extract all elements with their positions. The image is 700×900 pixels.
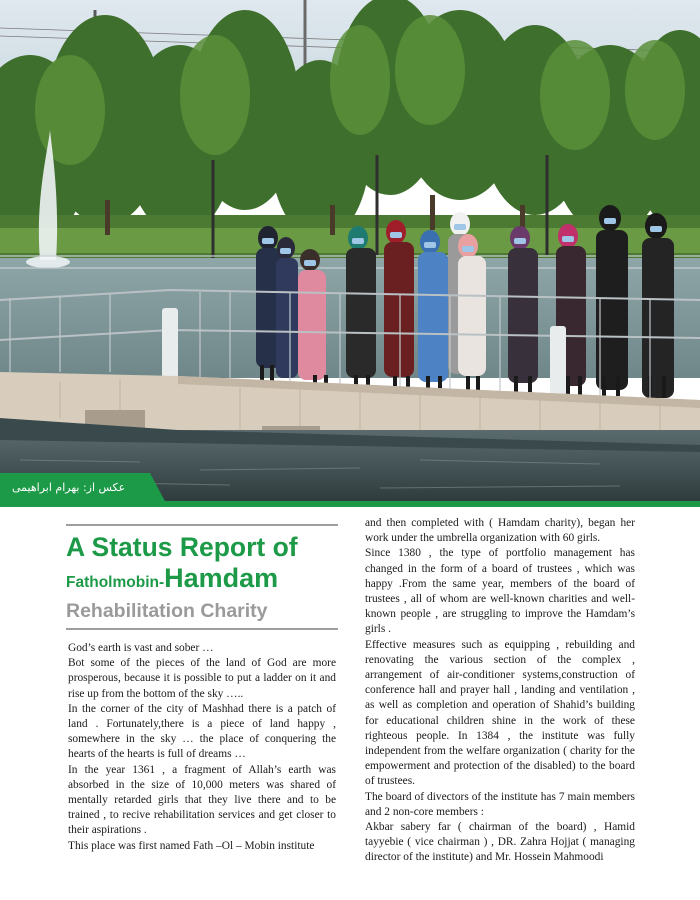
paragraph: The board of divectors of the institute has 7 main members and 2 non-core members : <box>365 790 635 818</box>
paragraph: In the year 1361 , a fragment of Allah’s earth was absorbed in the size of 10,000 meters was shared of mentally retarded girls that they live there and to be trained , to recive rehabilitation services and get closer to their aspirations . <box>68 763 336 837</box>
paragraph: God’s earth is vast and sober … <box>68 642 214 654</box>
paragraph: Bot some of the pieces of the land of God are more prosperous, because it is possible to put a ladder on it and rise up from the bottom of the sky ….. <box>68 657 336 700</box>
title-line-1: A Status Report of <box>66 532 298 562</box>
title-line-2-prefix: Fatholmobin- <box>66 574 165 591</box>
title-line-2 <box>66 562 338 599</box>
title-line-2-main: Hamdam <box>164 563 279 593</box>
title-line-3: Rehabilitation Charity <box>66 600 268 622</box>
paragraph: In the corner of the city of Mashhad there is a patch of land . Fortunately,there is a piece of land happy , somewhere in the sky … the place of conquering the hearts of the hearts is full of dreams … <box>68 702 336 761</box>
photo-caption-bar <box>0 473 700 507</box>
body-column-right <box>365 516 635 866</box>
body-column-left <box>68 641 336 854</box>
paragraph: and then completed with ( Hamdam charity), began her work under the umbrella organization with 60 girls. <box>365 517 635 545</box>
title-rule-top <box>66 524 338 526</box>
title-rule-bottom <box>66 628 338 630</box>
photo-credit: عکس از: بهرام ابراهیمی <box>12 481 126 494</box>
article-title-block <box>66 524 338 630</box>
paragraph: Since 1380 , the type of portfolio management has changed in the form of a board of trustees , which was happy .From the same year, members of the board of trustees , all of whom are well-known charities and well-known people , are struggling to improve the Hamdam’s girls . <box>365 547 635 636</box>
paragraph: This place was first named Fath –Ol – Mobin institute <box>68 839 315 852</box>
paragraph: Effective measures such as equipping , rebuilding and renovating the various section of the complex , arrangement of air-conditioner systems,construction of conference hall and prayer hall , landing and ventilation , as well as completion and operation of Shahid’s building for educational children shine in the work of these righteous people. In 1384 , the institute was fully independent from the welfare organization ( charity for the empowerment and protection of the disabled) to the board of trustees. <box>365 638 635 788</box>
paragraph: Akbar sabery far ( chairman of the board) , Hamid tayyebie ( vice chairman ) , DR. Zahra Hojjat ( managing director of the institute) and Mr. Hossein Mahmoodi <box>365 821 635 864</box>
